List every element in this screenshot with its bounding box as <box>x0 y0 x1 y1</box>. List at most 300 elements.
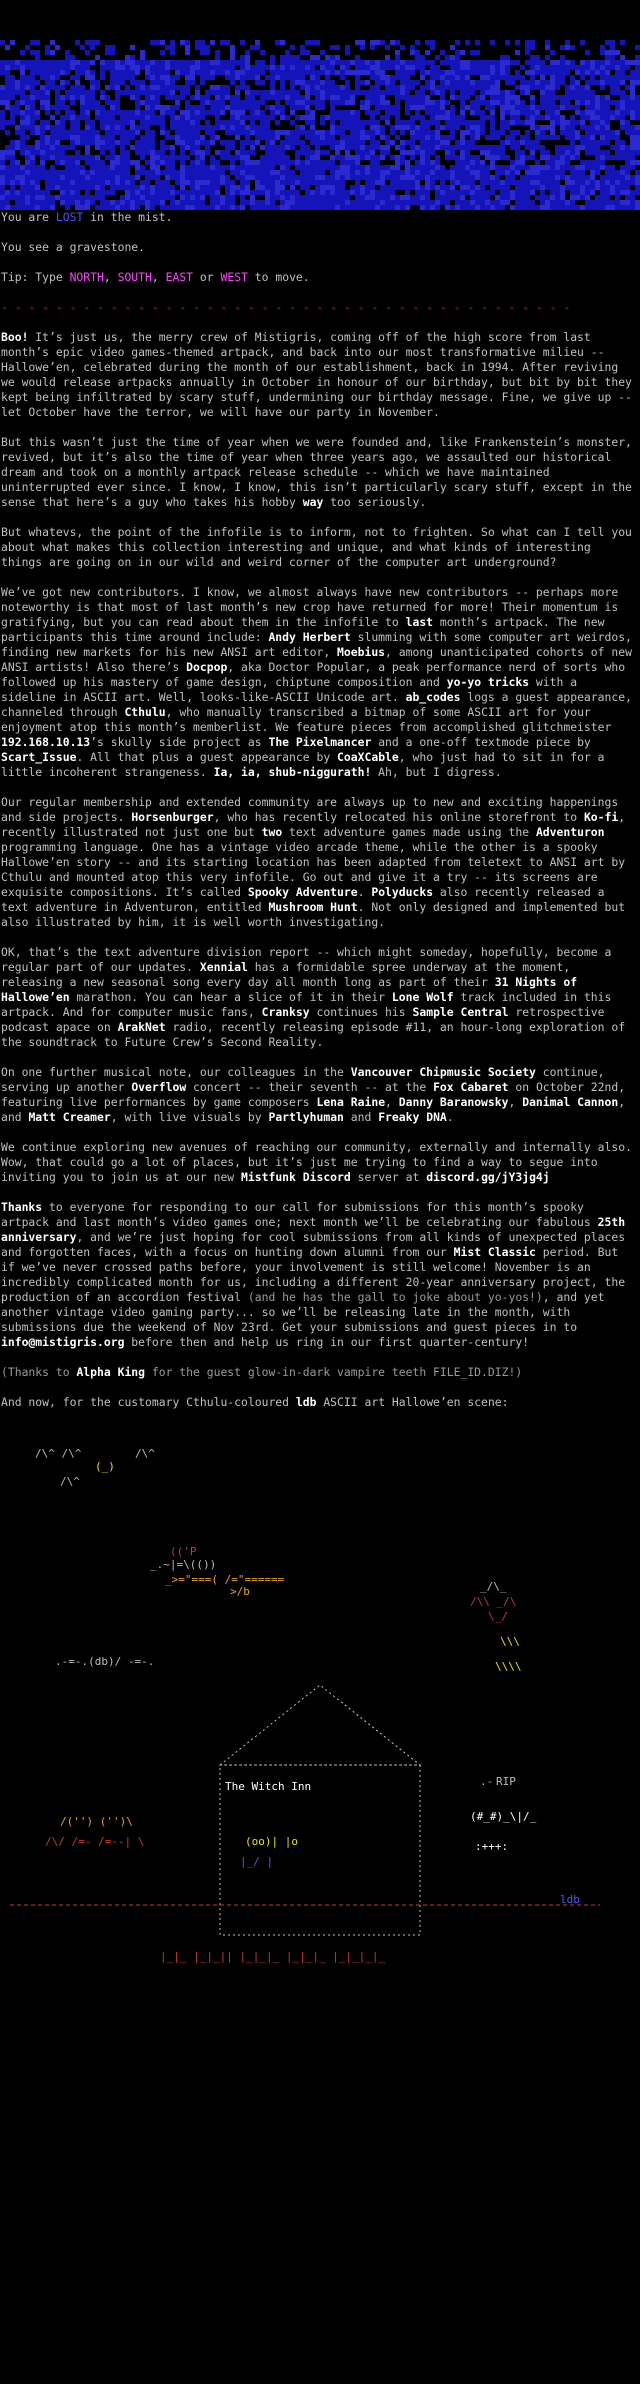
banner-pixel <box>320 105 325 110</box>
banner-pixel <box>420 100 425 105</box>
banner-pixel <box>570 115 575 120</box>
banner-pixel <box>500 180 505 185</box>
banner-pixel <box>410 100 415 105</box>
banner-pixel <box>450 155 455 160</box>
banner-pixel <box>465 40 470 45</box>
banner-pixel <box>420 175 425 180</box>
banner-pixel <box>485 195 490 200</box>
banner-pixel <box>55 65 60 70</box>
banner-pixel <box>80 135 85 140</box>
banner-pixel <box>520 75 525 80</box>
banner-pixel <box>635 45 640 50</box>
banner-pixel <box>420 65 425 70</box>
banner-pixel <box>360 190 365 195</box>
banner-pixel <box>285 50 290 55</box>
banner-pixel <box>175 125 180 130</box>
banner-pixel <box>120 90 125 95</box>
banner-pixel <box>130 115 135 120</box>
banner-pixel <box>355 120 360 125</box>
banner-pixel <box>260 185 265 190</box>
banner-pixel <box>185 105 190 110</box>
banner-pixel <box>505 110 510 115</box>
banner-pixel <box>70 145 75 150</box>
banner-pixel <box>550 170 555 175</box>
banner-pixel <box>170 135 175 140</box>
banner-pixel <box>570 165 575 170</box>
banner-pixel <box>20 110 25 115</box>
banner-pixel <box>150 145 155 150</box>
banner-pixel <box>635 95 640 100</box>
banner-pixel <box>285 145 290 150</box>
intro-lost: You are LOST in the mist. <box>1 210 173 224</box>
banner-pixel <box>130 110 135 115</box>
banner-pixel <box>115 160 120 165</box>
banner-pixel <box>330 195 335 200</box>
email-link[interactable]: info@mistigris.org <box>1 1335 125 1349</box>
banner-pixel <box>575 135 580 140</box>
banner-pixel <box>90 130 95 135</box>
banner-pixel <box>450 185 455 190</box>
banner-pixel <box>485 105 490 110</box>
banner-pixel <box>30 185 35 190</box>
banner-pixel <box>635 160 640 165</box>
banner-pixel <box>295 90 300 95</box>
banner-pixel <box>200 80 205 85</box>
banner-pixel <box>625 190 630 195</box>
banner-pixel <box>110 175 115 180</box>
banner-pixel <box>225 70 230 75</box>
banner-pixel <box>105 95 110 100</box>
banner-pixel <box>200 110 205 115</box>
banner-pixel <box>185 75 190 80</box>
banner-pixel <box>465 200 470 205</box>
banner-pixel <box>75 125 80 130</box>
banner-pixel <box>330 60 335 65</box>
banner-pixel <box>180 185 185 190</box>
banner-pixel <box>10 150 15 155</box>
banner-pixel <box>70 180 75 185</box>
banner-pixel <box>185 195 190 200</box>
banner-pixel <box>355 165 360 170</box>
banner-pixel <box>125 75 130 80</box>
banner-pixel <box>235 175 240 180</box>
banner-pixel <box>410 125 415 130</box>
tree-icon: \\\ <box>500 1635 520 1648</box>
banner-pixel <box>185 45 190 50</box>
banner-pixel <box>625 75 630 80</box>
banner-pixel <box>165 65 170 70</box>
banner-pixel <box>290 185 295 190</box>
banner-pixel <box>555 150 560 155</box>
banner-pixel <box>430 80 435 85</box>
banner-pixel <box>430 200 435 205</box>
banner-pixel <box>120 75 125 80</box>
banner-pixel <box>155 115 160 120</box>
banner-pixel <box>630 90 635 95</box>
banner-pixel <box>125 90 130 95</box>
banner-pixel <box>480 195 485 200</box>
banner-pixel <box>235 60 240 65</box>
banner-pixel <box>410 140 415 145</box>
banner-pixel <box>145 140 150 145</box>
banner-pixel <box>190 75 195 80</box>
banner-pixel <box>320 140 325 145</box>
banner-pixel <box>285 195 290 200</box>
banner-pixel <box>545 85 550 90</box>
banner-pixel <box>245 160 250 165</box>
banner-pixel <box>70 140 75 145</box>
banner-pixel <box>195 175 200 180</box>
banner-pixel <box>395 65 400 70</box>
banner-pixel <box>305 175 310 180</box>
banner-pixel <box>200 200 205 205</box>
banner-pixel <box>40 175 45 180</box>
banner-pixel <box>525 120 530 125</box>
banner-pixel <box>140 125 145 130</box>
banner-pixel <box>580 115 585 120</box>
banner-pixel <box>350 145 355 150</box>
banner-pixel <box>450 80 455 85</box>
banner-pixel <box>175 95 180 100</box>
banner-pixel <box>355 185 360 190</box>
banner-pixel <box>550 105 555 110</box>
banner-pixel <box>245 200 250 205</box>
banner-pixel <box>180 165 185 170</box>
banner-pixel <box>40 125 45 130</box>
banner-pixel <box>215 120 220 125</box>
banner-pixel <box>480 80 485 85</box>
banner-pixel <box>515 195 520 200</box>
banner-pixel <box>285 190 290 195</box>
banner-pixel <box>485 65 490 70</box>
banner-pixel <box>495 175 500 180</box>
banner-pixel <box>385 150 390 155</box>
banner-pixel <box>180 140 185 145</box>
banner-pixel <box>350 130 355 135</box>
banner-pixel <box>160 180 165 185</box>
banner-pixel <box>40 145 45 150</box>
banner-pixel <box>365 100 370 105</box>
banner-pixel <box>330 130 335 135</box>
banner-pixel <box>530 145 535 150</box>
banner-pixel <box>545 165 550 170</box>
banner-pixel <box>475 70 480 75</box>
banner-pixel <box>555 170 560 175</box>
banner-pixel <box>85 140 90 145</box>
paragraph-chipmusic: On one further musical note, our colleagues in the Vancouver Chipmusic Society continue, serving up another Overflow concert -- their seventh -- at the Fox Cabaret on October 22nd, featuring live performances by game composers Lena Raine, Danny Baranowsky, Danimal Cannon, and Matt Creamer, with live visuals by Partlyhuman and Freaky DNA. <box>1 1065 626 1124</box>
banner-pixel <box>625 175 630 180</box>
banner-pixel <box>265 175 270 180</box>
banner-pixel <box>40 90 45 95</box>
banner-pixel <box>580 145 585 150</box>
banner-pixel <box>510 110 515 115</box>
banner-pixel <box>615 90 620 95</box>
banner-pixel <box>425 130 430 135</box>
banner-pixel <box>450 190 455 195</box>
banner-pixel <box>75 160 80 165</box>
banner-pixel <box>350 95 355 100</box>
banner-pixel <box>425 195 430 200</box>
banner-pixel <box>300 115 305 120</box>
banner-pixel <box>95 115 100 120</box>
banner-pixel <box>430 180 435 185</box>
banner-pixel <box>125 110 130 115</box>
banner-pixel <box>325 75 330 80</box>
banner-pixel <box>50 175 55 180</box>
banner-pixel <box>315 105 320 110</box>
banner-pixel <box>550 85 555 90</box>
banner-pixel <box>570 135 575 140</box>
banner-pixel <box>165 185 170 190</box>
banner-pixel <box>560 155 565 160</box>
banner-pixel <box>190 95 195 100</box>
banner-pixel <box>310 140 315 145</box>
banner-pixel <box>335 200 340 205</box>
banner-pixel <box>130 75 135 80</box>
banner-pixel <box>370 110 375 115</box>
banner-pixel <box>610 130 615 135</box>
banner-pixel <box>485 175 490 180</box>
banner-pixel <box>370 155 375 160</box>
banner-pixel <box>620 70 625 75</box>
banner-pixel <box>195 130 200 135</box>
banner-pixel <box>460 60 465 65</box>
banner-pixel <box>225 120 230 125</box>
banner-pixel <box>345 170 350 175</box>
banner-pixel <box>330 185 335 190</box>
banner-pixel <box>110 105 115 110</box>
banner-pixel <box>425 135 430 140</box>
banner-pixel <box>255 175 260 180</box>
banner-pixel <box>510 145 515 150</box>
banner-pixel <box>525 70 530 75</box>
banner-pixel <box>115 105 120 110</box>
banner-pixel <box>585 165 590 170</box>
banner-pixel <box>25 170 30 175</box>
banner-pixel <box>355 200 360 205</box>
banner-pixel <box>215 165 220 170</box>
banner-pixel <box>465 75 470 80</box>
banner-pixel <box>280 200 285 205</box>
banner-pixel <box>425 140 430 145</box>
banner-pixel <box>435 140 440 145</box>
banner-pixel <box>340 115 345 120</box>
banner-pixel <box>350 135 355 140</box>
banner-pixel <box>500 145 505 150</box>
paragraph-boo: Boo! It’s just us, the merry crew of Mistigris, coming off of the high score from last month’s epic video games-themed artpack, and back into our most transformative milieu -- Hallowe’en, celebrated during the month of our establishment, back in 1994. After reviving we would release artpacks annually in October in honour of our birthday, but bit by bit they kept being infiltrated by scary stuff, undermining our birthday message. Fine, we give up -- let October have the terror, we will have our party in November. <box>1 330 632 419</box>
banner-pixel <box>225 105 230 110</box>
banner-pixel <box>275 95 280 100</box>
banner-pixel <box>505 175 510 180</box>
banner-pixel <box>325 140 330 145</box>
banner-pixel <box>145 85 150 90</box>
banner-pixel <box>85 105 90 110</box>
banner-pixel <box>145 200 150 205</box>
banner-pixel <box>55 90 60 95</box>
banner-pixel <box>135 110 140 115</box>
banner-pixel <box>505 180 510 185</box>
banner-pixel <box>60 130 65 135</box>
banner-pixel <box>590 100 595 105</box>
banner-pixel <box>415 175 420 180</box>
banner-pixel <box>285 180 290 185</box>
banner-pixel <box>5 60 10 65</box>
banner-pixel <box>110 135 115 140</box>
banner-pixel <box>460 115 465 120</box>
banner-pixel <box>535 170 540 175</box>
banner-pixel <box>30 40 35 45</box>
banner-pixel <box>510 60 515 65</box>
banner-pixel <box>165 175 170 180</box>
banner-pixel <box>105 130 110 135</box>
banner-pixel <box>100 195 105 200</box>
banner-pixel <box>490 105 495 110</box>
banner-pixel <box>240 160 245 165</box>
banner-pixel <box>125 200 130 205</box>
banner-pixel <box>420 90 425 95</box>
banner-pixel <box>545 160 550 165</box>
banner-pixel <box>215 105 220 110</box>
banner-pixel <box>170 40 175 45</box>
banner-pixel <box>305 160 310 165</box>
banner-pixel <box>620 125 625 130</box>
banner-pixel <box>145 190 150 195</box>
banner-pixel <box>345 165 350 170</box>
banner-pixel <box>360 90 365 95</box>
banner-pixel <box>280 195 285 200</box>
banner-pixel <box>250 160 255 165</box>
banner-pixel <box>215 135 220 140</box>
banner-pixel <box>70 115 75 120</box>
banner-pixel <box>210 75 215 80</box>
banner-pixel <box>40 65 45 70</box>
banner-pixel <box>580 75 585 80</box>
banner-pixel <box>215 125 220 130</box>
banner-pixel <box>515 145 520 150</box>
banner-pixel <box>420 125 425 130</box>
banner-pixel <box>620 150 625 155</box>
banner-pixel <box>120 150 125 155</box>
banner-pixel <box>460 160 465 165</box>
banner-pixel <box>455 60 460 65</box>
banner-pixel <box>55 105 60 110</box>
banner-pixel <box>495 195 500 200</box>
banner-pixel <box>430 175 435 180</box>
banner-pixel <box>225 150 230 155</box>
banner-pixel <box>555 60 560 65</box>
banner-pixel <box>545 125 550 130</box>
banner-pixel <box>620 95 625 100</box>
dashed-divider: - - - - - - - - - - - - - - - - - - - - - - - - - - - - - - - - - - - - - - - - - - <box>1 300 571 314</box>
banner-pixel <box>180 95 185 100</box>
banner-pixel <box>570 90 575 95</box>
banner-pixel <box>245 155 250 160</box>
banner-pixel <box>470 200 475 205</box>
banner-pixel <box>245 150 250 155</box>
banner-pixel <box>415 150 420 155</box>
cat-icon: .-=-.(db)/ -=-. <box>55 1655 155 1668</box>
banner-pixel <box>515 160 520 165</box>
banner-pixel <box>295 65 300 70</box>
banner-pixel <box>530 105 535 110</box>
banner-pixel <box>120 180 125 185</box>
banner-pixel <box>175 70 180 75</box>
banner-pixel <box>325 55 330 60</box>
banner-pixel <box>395 90 400 95</box>
banner-pixel <box>485 100 490 105</box>
banner-pixel <box>70 185 75 190</box>
banner-pixel <box>555 200 560 205</box>
banner-pixel <box>580 140 585 145</box>
banner-pixel <box>525 50 530 55</box>
banner-pixel <box>390 125 395 130</box>
banner-pixel <box>480 190 485 195</box>
banner-pixel <box>65 110 70 115</box>
banner-pixel <box>590 130 595 135</box>
banner-pixel <box>320 85 325 90</box>
banner-pixel <box>150 65 155 70</box>
discord-link[interactable]: discord.gg/jY3jg4j <box>426 1170 550 1184</box>
banner-pixel <box>290 140 295 145</box>
banner-pixel <box>540 125 545 130</box>
banner-pixel <box>305 185 310 190</box>
banner-pixel <box>25 75 30 80</box>
banner-pixel <box>315 70 320 75</box>
banner-pixel <box>375 140 380 145</box>
banner-pixel <box>325 165 330 170</box>
banner-pixel <box>550 90 555 95</box>
banner-pixel <box>100 170 105 175</box>
banner-pixel <box>200 45 205 50</box>
banner-pixel <box>345 60 350 65</box>
banner-pixel <box>215 195 220 200</box>
banner-pixel <box>300 140 305 145</box>
banner-pixel <box>55 155 60 160</box>
banner-pixel <box>620 165 625 170</box>
banner-pixel <box>475 85 480 90</box>
banner-pixel <box>585 175 590 180</box>
banner-pixel <box>35 115 40 120</box>
banner-pixel <box>240 195 245 200</box>
banner-pixel <box>205 190 210 195</box>
banner-pixel <box>200 175 205 180</box>
banner-pixel <box>230 160 235 165</box>
banner-pixel <box>200 185 205 190</box>
banner-pixel <box>260 155 265 160</box>
banner-pixel <box>610 180 615 185</box>
banner-pixel <box>300 145 305 150</box>
banner-pixel <box>145 95 150 100</box>
banner-pixel <box>420 120 425 125</box>
banner-pixel <box>310 120 315 125</box>
banner-pixel <box>615 85 620 90</box>
banner-pixel <box>160 190 165 195</box>
banner-pixel <box>250 95 255 100</box>
banner-pixel <box>180 195 185 200</box>
banner-pixel <box>605 100 610 105</box>
banner-pixel <box>220 175 225 180</box>
banner-pixel <box>420 150 425 155</box>
banner-pixel <box>425 125 430 130</box>
banner-pixel <box>60 150 65 155</box>
banner-pixel <box>475 105 480 110</box>
banner-pixel <box>475 195 480 200</box>
banner-pixel <box>250 145 255 150</box>
banner-pixel <box>395 120 400 125</box>
banner-pixel <box>485 155 490 160</box>
banner-pixel <box>370 95 375 100</box>
banner-pixel <box>635 190 640 195</box>
